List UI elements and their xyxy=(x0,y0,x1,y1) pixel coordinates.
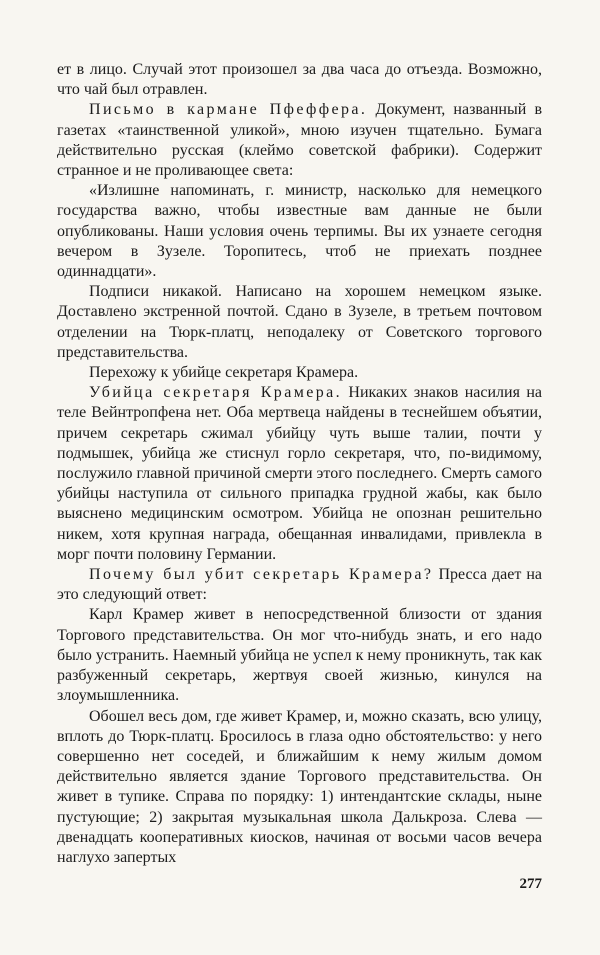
paragraph-7 xyxy=(57,565,542,605)
paragraph-5 xyxy=(57,363,542,383)
paragraph-1-text: ет в лицо. Случай этот произошел за два часа до отъезда. Возможно, что чай был отравлен. xyxy=(57,61,542,99)
paragraph-8 xyxy=(57,605,542,706)
paragraph-6-lead: Убийца секретаря Крамера. xyxy=(89,384,343,402)
paragraph-7-text: Пресса дает на это следующий ответ: xyxy=(57,566,542,604)
paragraph-9 xyxy=(57,707,542,869)
paragraph-3-text: «Излишне напоминать, г. министр, насколько для немецкого государства важно, чтобы известные вам данные не были опубликованы. Наши условия очень терпимы. Вы их узнаете сегодня вечером в Зузеле. Торопитесь, чтоб не приехать позднее одиннадцати». xyxy=(57,182,542,281)
paragraph-2-text: Документ, названный в газетах «таинственной уликой», мною изучен тщательно. Бумага действительно русская (клеймо советской фабрики). Содержит странное и не проливающее света: xyxy=(57,101,543,180)
paragraph-5-text: Перехожу к убийце секретаря Крамера. xyxy=(89,364,359,382)
paragraph-2 xyxy=(57,100,542,181)
paragraph-1 xyxy=(57,60,542,100)
paragraph-8-text: Карл Крамер живет в непосредственной близости от здания Торгового представительства. Он мог что-нибудь знать, и его надо было устранить. Наемный убийца не успел к нему проникнуть, так как разбуженный секретарь, жертвуя своей жизнью, кинулся на злоумышленника. xyxy=(57,606,542,705)
paragraph-7-lead: Почему был убит секретарь Крамера? xyxy=(89,566,434,584)
paragraph-6-text: Никаких знаков насилия на теле Вейнтропфена нет. Оба мертвеца найдены в теснейшем объятии, причем секретарь сжимал убийцу чуть выше талии, почти у подмышек, убийца же стиснул горло секретаря, что, по-видимому, послужило главной причиной смерти этого последнего. Смерть самого убийцы наступила от сильного припадка грудной жабы, как было выяснено медицинским осмотром. Убийца не опознан решительно никем, хотя крупная награда, обещанная инвалидами, привлекла в морг почти половину Германии. xyxy=(57,384,543,563)
paragraph-6 xyxy=(57,383,542,565)
paragraph-9-text: Обошел весь дом, где живет Крамер, и, можно сказать, всю улицу, вплоть до Тюрк-платц. Бросилось в глаза одно обстоятельство: у него совершенно нет соседей, и ближайшим к нему жилым домом действительно является здание Торгового представительства. Он живет в тупике. Справа по порядку: 1) интендантские склады, ныне пустующие; 2) закрытая музыкальная школа Далькроза. Слева — двенадцать кооперативных киосков, начиная от восьми часов вечера наглухо запертых xyxy=(57,707,542,866)
page-text xyxy=(57,60,542,868)
paragraph-3 xyxy=(57,181,542,282)
page-number: 277 xyxy=(519,876,542,892)
paragraph-4-text: Подписи никакой. Написано на хорошем немецком языке. Доставлено экстренной почтой. Сдано в Зузеле, в третьем почтовом отделении на Тюрк-платц, неподалеку от Советского торгового представительства. xyxy=(57,283,542,361)
paragraph-4 xyxy=(57,282,542,363)
paragraph-2-lead: Письмо в кармане Пфеффера. xyxy=(89,101,368,119)
